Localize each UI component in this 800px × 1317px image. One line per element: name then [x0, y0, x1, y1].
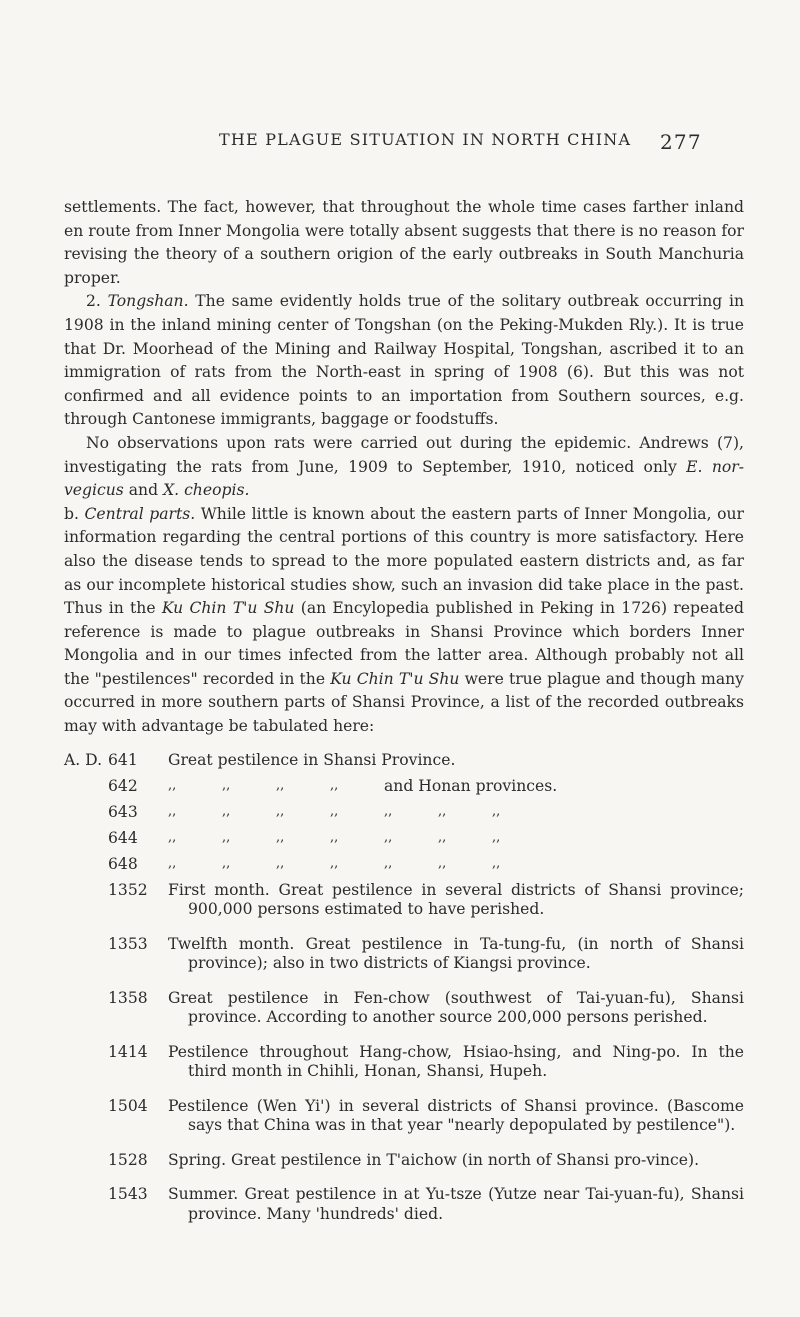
year: 1504 [108, 1096, 148, 1115]
table-row [64, 881, 744, 920]
body-text [64, 196, 744, 1224]
table-row [64, 1185, 744, 1224]
ditto-marks: ,, ,, ,, ,, ,, ,, ,, [168, 803, 501, 819]
ditto-marks: ,, ,, ,, ,, ,, ,, ,, [168, 855, 501, 871]
outbreak-description: Spring. Great pestilence in T'aichow (in north of Shansi pro-vince). [168, 1150, 700, 1169]
outbreak-description: First month. Great pestilence in several districts of Shansi province; 900,000 persons estimated to have perished. [168, 880, 744, 919]
year: 641 [108, 750, 138, 769]
ditto-marks: ,, ,, ,, ,, ,, ,, ,, [168, 829, 501, 845]
book-title: Ku Chin T'u Shu [161, 599, 295, 618]
table-row [64, 825, 744, 851]
year: 644 [108, 828, 138, 847]
outbreak-table [64, 747, 744, 1225]
year: 643 [108, 802, 138, 821]
table-row [64, 935, 744, 974]
year: 1528 [108, 1150, 148, 1169]
outbreak-description: Twelfth month. Great pestilence in Ta-tung-fu, (in north of Shansi province); also in two districts of Kiangsi province. [168, 934, 744, 973]
year: 1543 [108, 1185, 148, 1204]
table-row [64, 851, 744, 877]
species-name: E. nor-vegicus [64, 457, 745, 500]
section-heading-central-parts: Central parts. [84, 504, 196, 523]
table-row [64, 989, 744, 1028]
year: 648 [108, 854, 138, 873]
ditto-marks: ,, ,, ,, ,, and Honan provinces. [168, 773, 744, 799]
table-row [64, 799, 744, 825]
outbreak-description: Great pestilence in Fen-chow (southwest of Tai-yuan-fu), Shansi province. According to another source 200,000 persons perished. [168, 988, 744, 1027]
year: 1358 [108, 988, 148, 1007]
paragraph-text: The same evidently holds true of the solitary outbreak occurring in 1908 in the inland mining center of Tongshan (on the Peking-Mukden Rly.). It is true that Dr. Moorhead of the Mining and Railway Hospital, Tongshan, ascribed it to an immigration of rats from the North-east in spring of 1908 (6). But this was not confirmed and all evidence points to an importation from Southern sources, e.g. through Cantonese immigrants, baggage or foodstuffs. [64, 292, 744, 429]
outbreak-description: Pestilence throughout Hang-chow, Hsiao-hsing, and Ning-po. In the third month in Chihli, Honan, Shansi, Hupeh. [168, 1042, 744, 1081]
section-label: 2. [86, 292, 101, 311]
paragraph-settlements: settlements. The fact, however, that throughout the whole time cases farther inland en route from Inner Mongolia were totally absent suggests that there is no reason for revising the theory of a southern origion of the early outbreaks in South Manchuria proper. [64, 198, 744, 287]
species-name: X. cheopis. [163, 481, 250, 500]
book-title: Ku Chin T'u Shu [330, 669, 460, 688]
paragraph-central-parts [64, 503, 744, 739]
table-row [64, 773, 744, 799]
paragraph-rat-observations [64, 432, 744, 503]
paragraph-text: (an Encylopedia published in Peking in 1726) repeated reference is made to plague outbreaks in Shansi Province which borders Inner Mongolia and in our times infected from the latter area. Although probably not all the "pestilences" recorded in the [64, 599, 744, 688]
year: 1353 [108, 934, 148, 953]
year: 642 [108, 776, 138, 795]
paragraph-text: No observations upon rats were carried out during the epidemic. Andrews (7), investigating the rats from June, 1909 to September, 1910, noticed only [64, 433, 744, 476]
table-row [64, 1097, 744, 1136]
year: 1414 [108, 1042, 148, 1061]
paragraph-text: were true plague and though many occurred in more southern parts of Shansi Province, a list of the recorded outbreaks may with advantage be tabulated here: [64, 669, 744, 736]
table-row [64, 747, 744, 773]
page-number: 277 [660, 130, 702, 154]
paragraph-text: While little is known about the eastern parts of Inner Mongolia, our information regarding the central portions of this country is more satisfactory. Here also the disease tends to spread to the more populated eastern districts and, as far as our incomplete historical studies show, such an invasion did take place in the past. Thus in the [64, 504, 744, 618]
outbreak-description: and Honan provinces. [384, 776, 558, 795]
table-row [64, 1043, 744, 1082]
outbreak-description: Pestilence (Wen Yi') in several districts of Shansi province. (Bascome says that China was in that year "nearly depopulated by pestilence"). [168, 1096, 744, 1135]
outbreak-description: Great pestilence in Shansi Province. [168, 750, 456, 769]
year: 1352 [108, 880, 148, 899]
section-label: b. [64, 504, 79, 523]
section-heading-tongshan: Tongshan. [107, 292, 189, 311]
era-prefix: A. D. [64, 750, 103, 769]
conjunction: and [128, 481, 159, 500]
paragraph-tongshan [64, 290, 744, 432]
table-row [64, 1151, 744, 1171]
outbreak-description: Summer. Great pestilence in at Yu-tsze (Yutze near Tai-yuan-fu), Shansi province. Many 'hundreds' died. [168, 1185, 744, 1223]
running-title: THE PLAGUE SITUATION IN NORTH CHINA [219, 130, 632, 149]
